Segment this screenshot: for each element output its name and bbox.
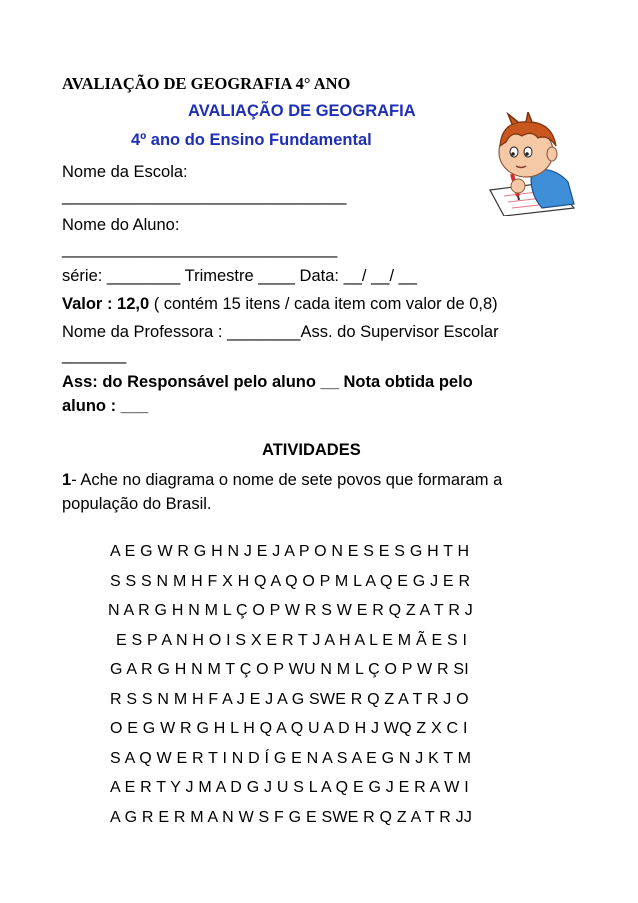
valor-details: ( contém 15 itens / cada item com valor de 0,8) [149,295,498,313]
student-name-field[interactable]: ______________________________ [62,240,338,258]
word-search-row: A G R E R M A N W S F G E SWE R Q Z A T R JJ [110,809,473,826]
word-search-row: O E G W R G H L H Q A Q U A D H J WQ Z X C I [110,720,468,737]
serie-date-line[interactable]: série: ________ Trimestre ____ Data: __/ __/ __ [62,267,417,285]
student-name-label: Nome do Aluno: [62,216,180,234]
word-search-row: S S S N M H F X H Q A Q O P M L A Q E G J E R [110,573,471,590]
document-heading: AVALIAÇÃO DE GEOGRAFIA 4° ANO [62,74,351,93]
responsible-signature-line[interactable]: Ass: do Responsável pelo aluno __ Nota obtida pelo [62,373,473,391]
school-name-label: Nome da Escola: [62,163,188,181]
word-search-row: A E R T Y J M A D G J U S L A Q E G J E R A W I [110,779,469,796]
activities-title: ATIVIDADES [262,441,361,459]
valor-line [62,294,498,314]
question-1-line-2: população do Brasil. [62,495,212,513]
question-1-line-1 [62,470,502,490]
grade-line[interactable]: aluno : ___ [62,397,149,415]
word-search-row: N A R G H N M L Ç O P W R S W E R Q Z A T R J [108,602,473,619]
question-1-text: - Ache no diagrama o nome de sete povos que formaram a [71,471,503,489]
question-number: 1 [62,471,72,489]
teacher-supervisor-line[interactable]: Nome da Professora : ________Ass. do Supervisor Escolar [62,323,499,341]
page-subtitle: 4º ano do Ensino Fundamental [131,131,372,149]
word-search-row: A E G W R G H N J E J A P O N E S E S G H T H [110,543,470,560]
word-search-row: G A R G H N M T Ç O P WU N M L Ç O P W R SI [110,661,469,678]
page-title: AVALIAÇÃO DE GEOGRAFIA [188,102,416,120]
word-search-row: R S S N M H F A J E J A G SWE R Q Z A T R J O [110,691,469,708]
word-search-row: E S P A N H O I S X E R T J A H A L E M Ã E S I [116,632,468,649]
boy-writing-icon [482,112,578,216]
supervisor-signature-field[interactable]: _______ [62,346,127,364]
valor-value: Valor : 12,0 [62,295,150,313]
word-search-row: S A Q W E R T I N D Í G E N A S A E G N J K T M [110,750,472,767]
school-name-field[interactable]: _______________________________ [62,187,347,205]
